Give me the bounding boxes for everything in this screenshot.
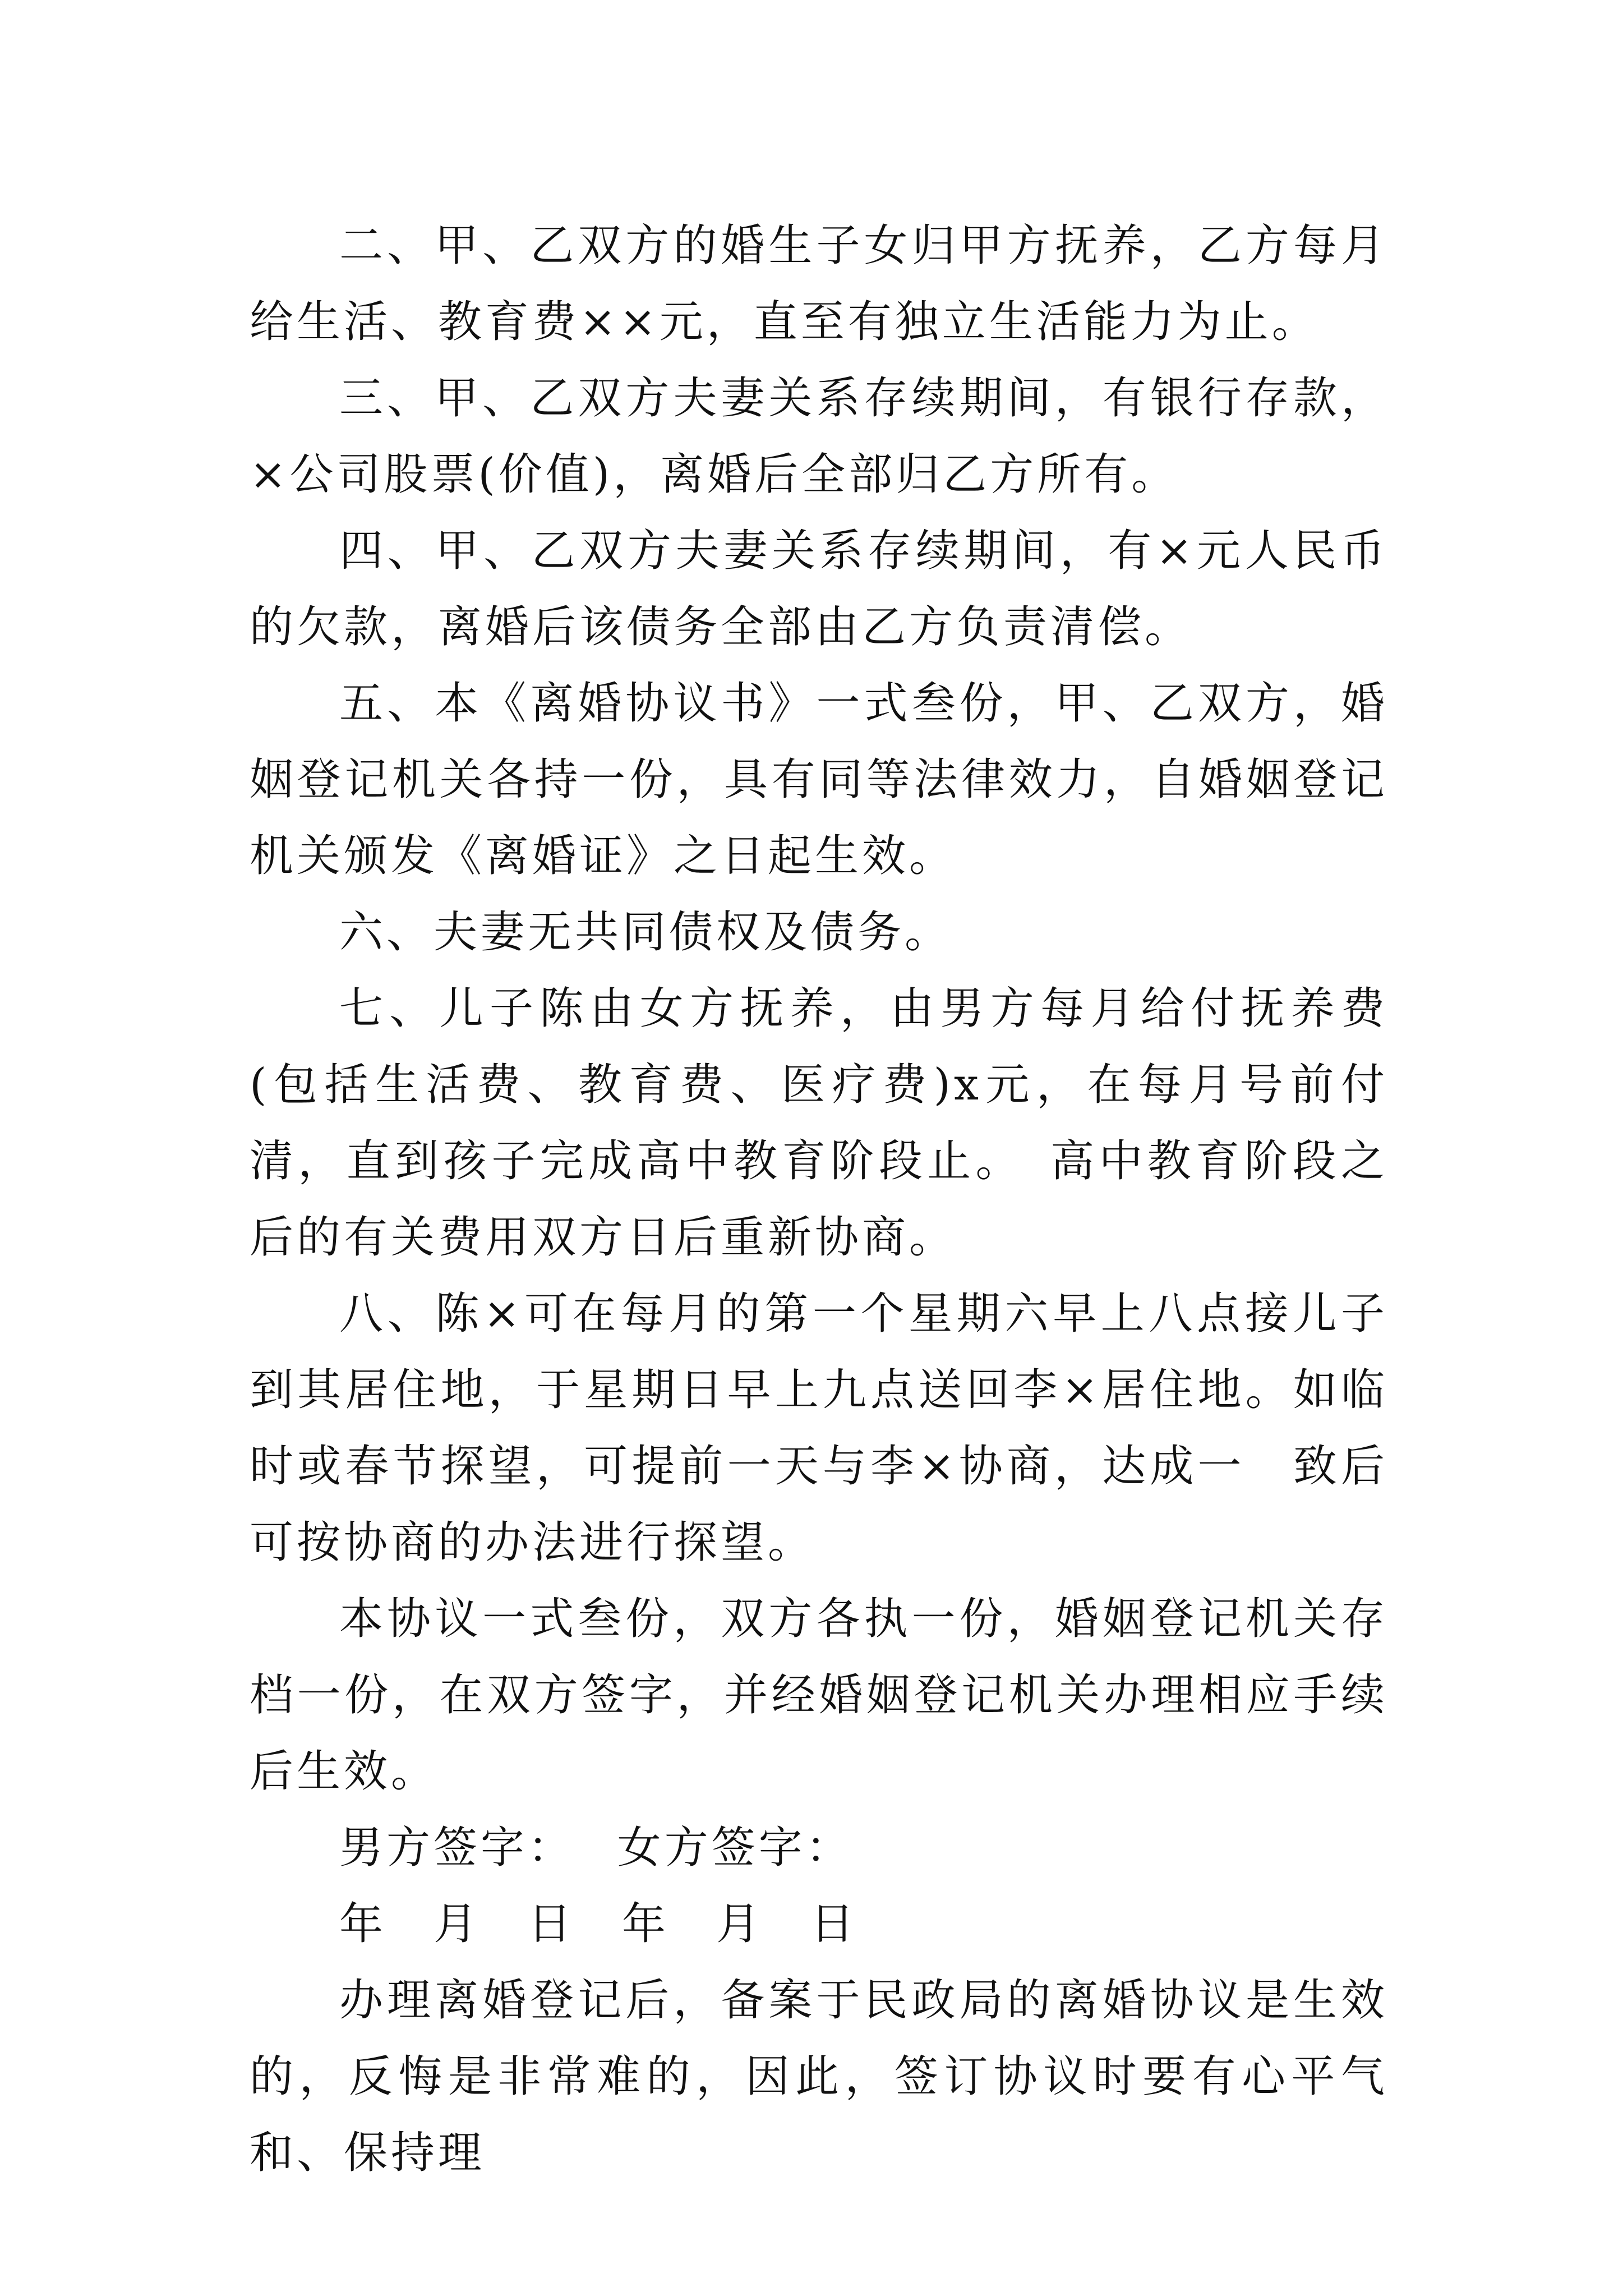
clause-2: 二、甲、乙双方的婚生子女归甲方抚养，乙方每月给生活、教育费××元，直至有独立生活能力为止。 <box>250 220 1388 347</box>
date-line: 年 月 日 年 月 日 <box>339 1899 858 1949</box>
clause-8: 八、陈×可在每月的第一个星期六早上八点接儿子到其居住地，于星期日早上九点送回李×居住地。如临时或春节探望，可提前一天与李×协商，达成一 致后可按协商的办法进行探望。 <box>250 1289 1388 1568</box>
clause-7: 七、儿子陈由女方抚养，由男方每月给付抚养费(包括生活费、教育费、医疗费)x元，在每月号前付清，直到孩子完成高中教育阶段止。 高中教育阶段之后的有关费用双方日后重新协商。 <box>250 983 1388 1263</box>
document-body <box>250 208 1388 2191</box>
clause-6: 六、夫妻无共同债权及债务。 <box>339 907 952 958</box>
closing-paragraph: 办理离婚登记后，备案于民政局的离婚协议是生效的，反悔是非常难的，因此，签订协议时要有心平气和、保持理 <box>250 1975 1388 2178</box>
signature-line: 男方签字： 女方签字： <box>339 1823 853 1873</box>
clause-3: 三、甲、乙双方夫妻关系存续期间，有银行存款，×公司股票(价值)，离婚后全部归乙方所有。 <box>250 373 1388 500</box>
clause-5: 五、本《离婚协议书》一式叁份，甲、乙双方，婚姻登记机关各持一份，具有同等法律效力，自婚姻登记机关颁发《离婚证》之日起生效。 <box>250 678 1388 881</box>
agreement-copies-paragraph: 本协议一式叁份，双方各执一份，婚姻登记机关存档一份，在双方签字，并经婚姻登记机关办理相应手续后生效。 <box>250 1594 1388 1797</box>
clause-4: 四、甲、乙双方夫妻关系存续期间，有×元人民币的欠款，离婚后该债务全部由乙方负责清偿。 <box>250 526 1388 652</box>
